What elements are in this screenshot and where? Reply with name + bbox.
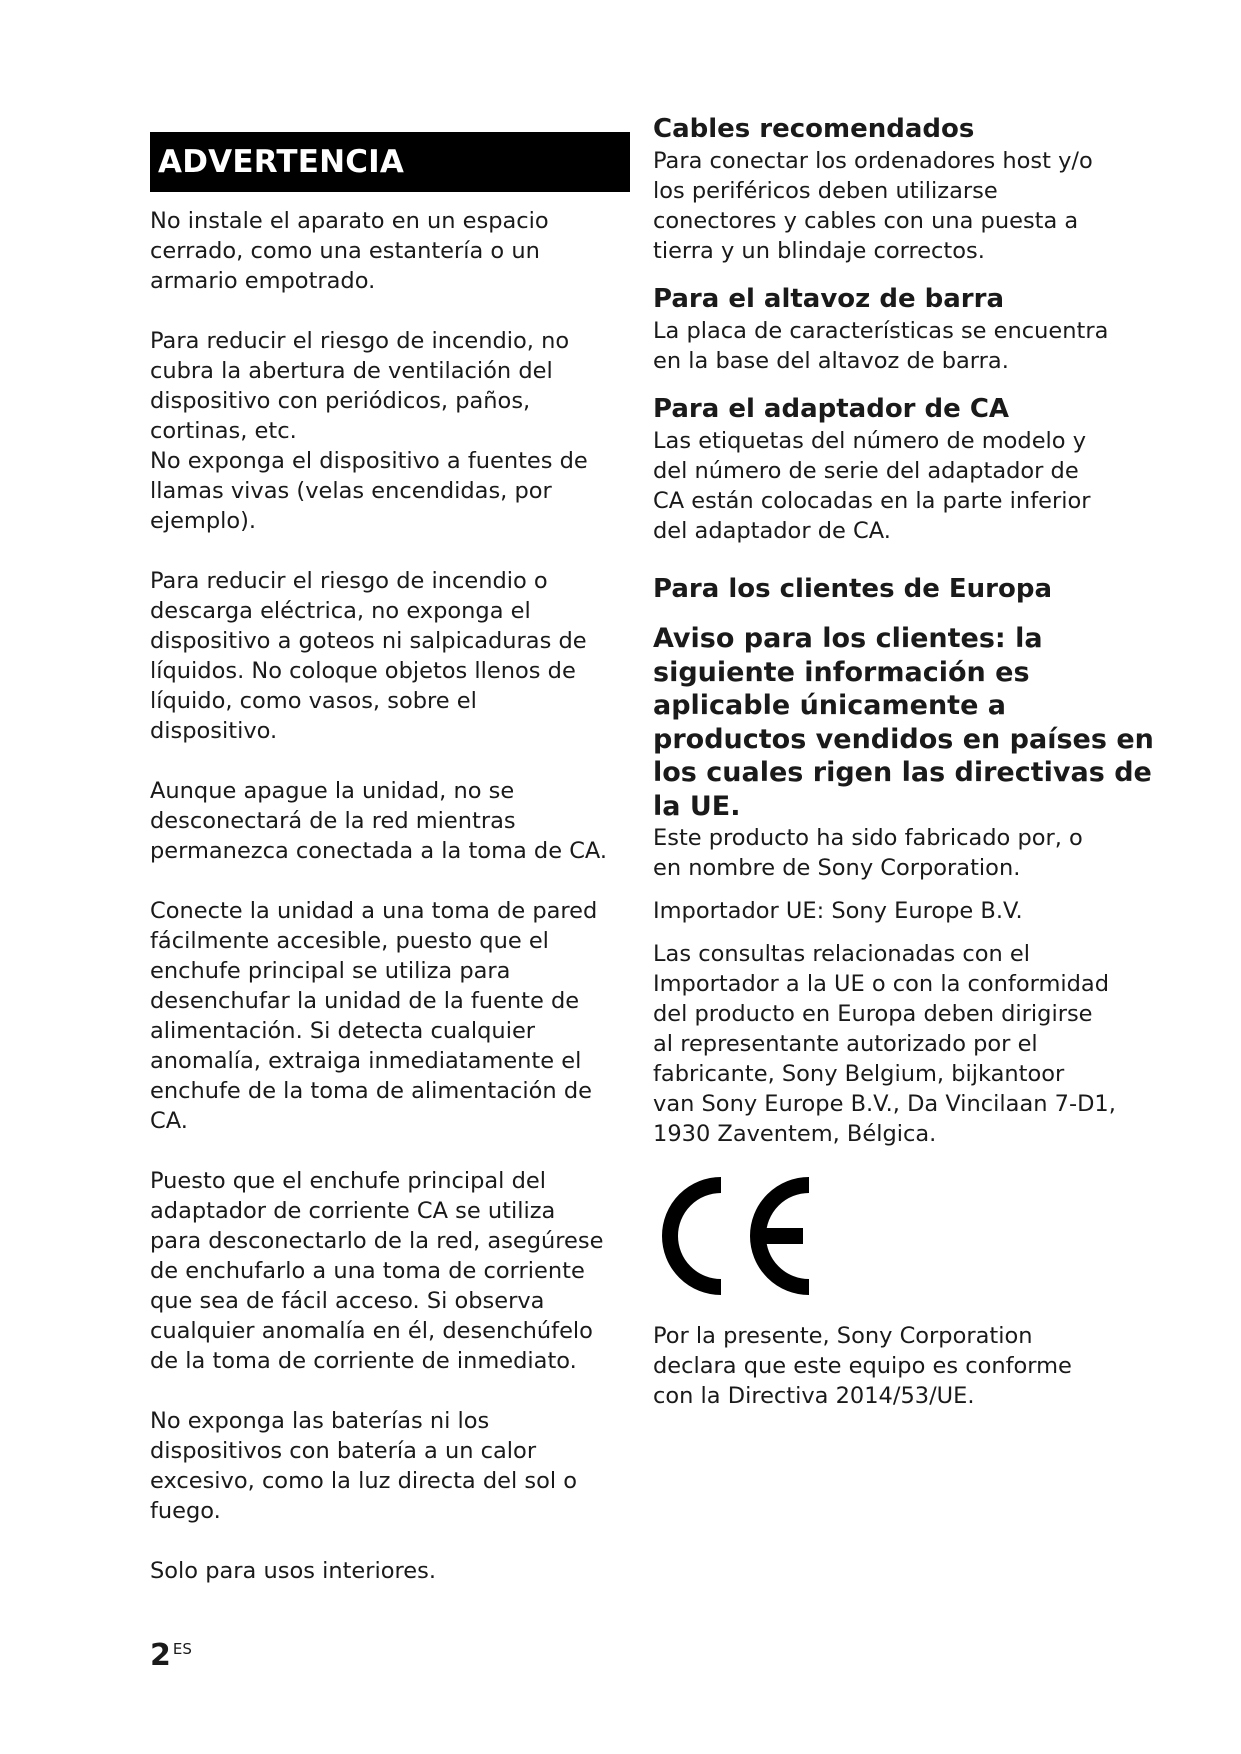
- language-code: ES: [172, 1640, 192, 1658]
- left-column: [150, 132, 630, 1586]
- paragraph-open-flames: No exponga el dispositivo a fuentes de llamas vivas (velas encendidas, por ejemplo).: [150, 448, 588, 534]
- paragraph-wall-outlet: Conecte la unidad a una toma de pared fácilmente accesible, puesto que el enchufe principal se utiliza para desenchufar la unidad de la fuente de alimentación. Si detecta cualquier anomalía, extraiga inmediatamente el enchufe de la toma de alimentación de CA.: [150, 898, 598, 1134]
- cables-heading: Cables recomendados: [653, 114, 975, 144]
- warning-heading: ADVERTENCIA: [150, 132, 630, 192]
- eu-notice-heading: Aviso para los clientes: la siguiente información es aplicable únicamente a productos vendidos en países en los cuales rigen las directivas de la UE.: [653, 623, 1154, 822]
- page-number: 2 $^{ES}$: [150, 1638, 192, 1673]
- soundbar-text: La placa de características se encuentra en la base del altavoz de barra.: [653, 318, 1109, 374]
- right-column: [653, 112, 1154, 1411]
- adapter-heading: Para el adaptador de CA: [653, 394, 1010, 424]
- paragraph-power-off: Aunque apague la unidad, no se desconectará de la red mientras permanezca conectada a la toma de CA.: [150, 778, 608, 864]
- paragraph-liquids: Para reducir el riesgo de incendio o descarga eléctrica, no exponga el dispositivo a goteos ni salpicaduras de líquidos. No coloque objetos llenos de líquido, como vasos, sobre el dispositivo.: [150, 568, 587, 744]
- manufacturer-text: Este producto ha sido fabricado por, o en nombre de Sony Corporation.: [653, 825, 1083, 881]
- paragraph-enclosed-space: No instale el aparato en un espacio cerrado, como una estantería o un armario empotrado.: [150, 208, 549, 294]
- paragraph-indoor-use: Solo para usos interiores.: [150, 1558, 437, 1584]
- importer-text: Importador UE: Sony Europe B.V.: [653, 898, 1023, 924]
- paragraph-batteries: No exponga las baterías ni los dispositivos con batería a un calor excesivo, como la luz directa del sol o fuego.: [150, 1408, 578, 1524]
- declaration-text: Por la presente, Sony Corporation declara que este equipo es conforme con la Directiva 2014/53/UE.: [653, 1323, 1072, 1409]
- paragraph-ventilation: Para reducir el riesgo de incendio, no cubra la abertura de ventilación del dispositivo con periódicos, paños, cortinas, etc.: [150, 328, 570, 444]
- inquiry-text: Las consultas relacionadas con el Importador a la UE o con la conformidad del producto en Europa deben dirigirse al representante autorizado por el fabricante, Sony Belgium, bijkantoor van Sony Europe B.V., Da Vincilaan 7-D1, 1930 Zaventem, Bélgica.: [653, 941, 1116, 1147]
- cables-text: Para conectar los ordenadores host y/o los periféricos deben utilizarse conectores y cables con una puesta a tierra y un blindaje correctos.: [653, 148, 1093, 264]
- europe-heading: Para los clientes de Europa: [653, 574, 1053, 604]
- adapter-text: Las etiquetas del número de modelo y del número de serie del adaptador de CA están colocadas en la parte inferior del adaptador de CA.: [653, 428, 1091, 544]
- soundbar-heading: Para el altavoz de barra: [653, 284, 1004, 314]
- paragraph-ac-adapter: Puesto que el enchufe principal del adaptador de corriente CA se utiliza para desconectarlo de la red, asegúrese de enchufarlo a una toma de corriente que sea de fácil acceso. Si observa cualquier anomalía en él, desenchúfelo de la toma de corriente de inmediato.: [150, 1168, 604, 1374]
- ce-mark-icon: [653, 1171, 813, 1301]
